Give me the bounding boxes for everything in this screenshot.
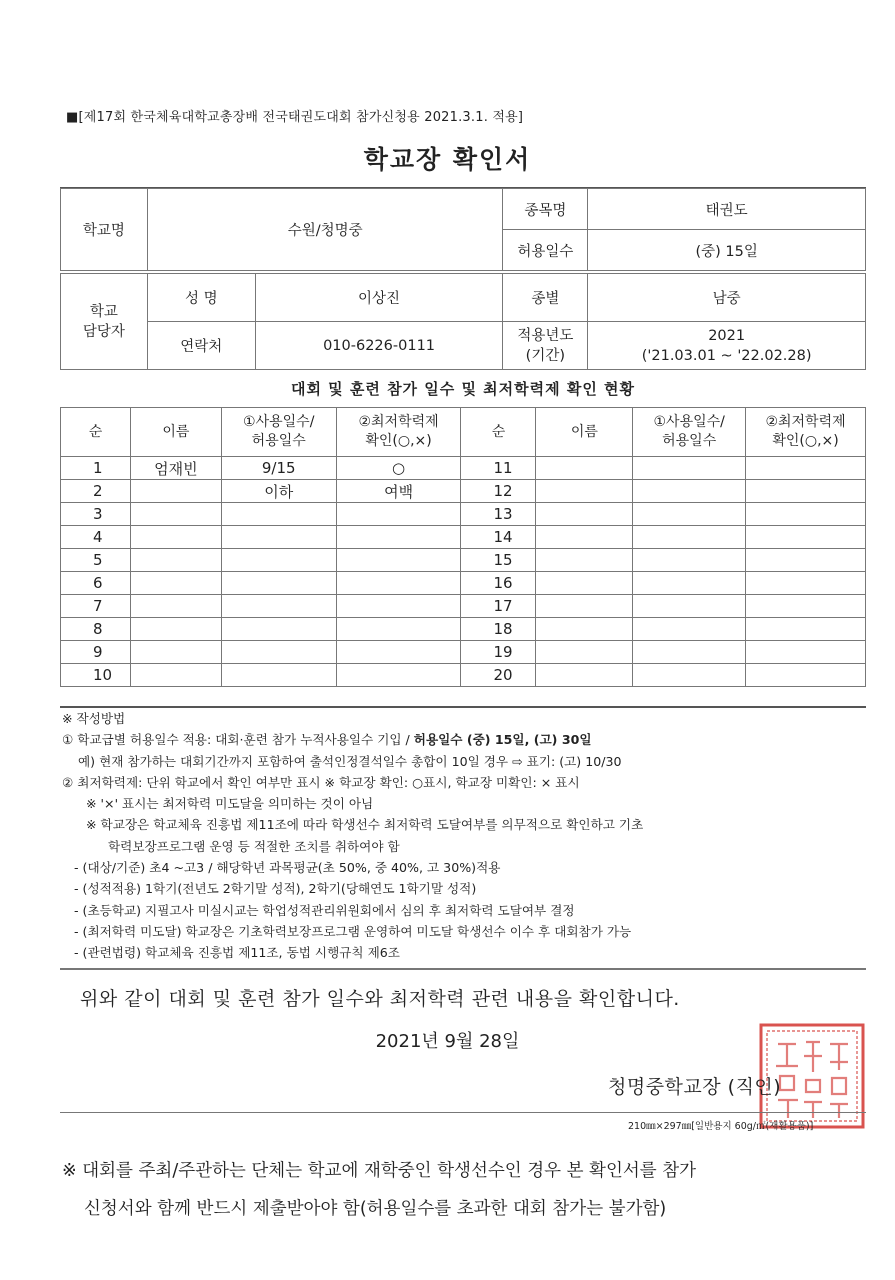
- row-name-left: [130, 641, 221, 664]
- table-row: [61, 480, 866, 503]
- header-min-right: [746, 408, 866, 457]
- school-name-value: 수원/청명중: [147, 189, 503, 271]
- note-4: ※ 학교장은 학교체육 진흥법 제11조에 따라 학생선수 최저학력 도달여부를 의무적으로 확인하고 기초: [86, 817, 644, 833]
- note-3: ※ '×' 표시는 최저학력 미도달을 의미하는 것이 아님: [86, 796, 374, 812]
- manager-info-table: [60, 273, 866, 370]
- row-days-left: 9/15: [221, 457, 336, 480]
- row-min-right: [746, 618, 866, 641]
- row-num-right: 15: [461, 549, 536, 572]
- header-days-line-2: 허용일수: [662, 433, 717, 449]
- contact-label: 연락처: [147, 322, 255, 370]
- row-days-left: [221, 572, 336, 595]
- row-num-left: 7: [61, 595, 131, 618]
- manager-label: [61, 274, 148, 370]
- row-name-left: 엄재빈: [130, 457, 221, 480]
- name-value: 이상진: [255, 274, 503, 322]
- footnote-line-1: ※ 대회를 주최/주관하는 단체는 학교에 재학중인 학생선수인 경우 본 확인서를 참가: [62, 1161, 697, 1181]
- submission-footnote: [62, 1152, 872, 1228]
- row-min-right: [746, 549, 866, 572]
- row-name-left: [130, 572, 221, 595]
- row-days-left: [221, 503, 336, 526]
- row-min-right: [746, 572, 866, 595]
- row-days-left: [221, 618, 336, 641]
- header-min-line-1: ②최저학력제: [765, 414, 846, 430]
- year-value-line-2: ('21.03.01 ~ '22.02.28): [641, 347, 812, 364]
- manager-label-line-2: 담당자: [82, 323, 125, 340]
- row-days-right: [633, 572, 746, 595]
- sport-value: 태권도: [588, 189, 866, 230]
- header-min-left: [336, 408, 461, 457]
- confirmation-statement: 위와 같이 대회 및 훈련 참가 일수와 최저학력 관련 내용을 확인합니다.: [80, 988, 680, 1010]
- row-days-right: [633, 457, 746, 480]
- row-num-left: 4: [61, 526, 131, 549]
- table-row: [61, 457, 866, 480]
- school-info-table: [60, 188, 866, 271]
- header-days-left: [221, 408, 336, 457]
- row-days-right: [633, 595, 746, 618]
- row-min-left: [336, 641, 461, 664]
- row-num-right: 11: [461, 457, 536, 480]
- signature-bottom-rule: [60, 1112, 866, 1113]
- row-name-right: [536, 480, 633, 503]
- year-label-line-1: 적용년도: [517, 327, 574, 344]
- note-2: ② 최저학력제: 단위 학교에서 확인 여부만 표시 ※ 학교장 확인: ○표시, 학교장 미확인: × 표시: [62, 774, 580, 790]
- row-num-left: 2: [61, 480, 131, 503]
- row-name-left: [130, 618, 221, 641]
- note-7: - (초등학교) 지필고사 미실시교는 학업성적관리위원회에서 심의 후 최저학력 도달여부 결정: [74, 902, 575, 918]
- header-num-left: 순: [61, 408, 131, 457]
- row-min-left: [336, 595, 461, 618]
- row-min-left: [336, 664, 461, 687]
- year-label-line-2: (기간): [525, 347, 565, 364]
- row-days-right: [633, 480, 746, 503]
- row-num-right: 18: [461, 618, 536, 641]
- table-row: [61, 664, 866, 687]
- row-min-left: [336, 503, 461, 526]
- row-name-right: [536, 641, 633, 664]
- row-min-right: [746, 480, 866, 503]
- note-1: [62, 729, 882, 750]
- notes-bottom-rule: [60, 968, 866, 970]
- row-num-right: 12: [461, 480, 536, 503]
- roster-table: [60, 407, 866, 687]
- row-name-left: [130, 549, 221, 572]
- note-4-cont: 학력보장프로그램 운영 등 적절한 조치를 취하여야 함: [108, 838, 400, 854]
- table-row: [61, 549, 866, 572]
- row-name-right: [536, 618, 633, 641]
- row-name-left: [130, 480, 221, 503]
- row-num-right: 20: [461, 664, 536, 687]
- header-days-right: [633, 408, 746, 457]
- page-title: 학교장 확인서: [363, 145, 532, 174]
- table-row: [61, 595, 866, 618]
- manager-label-line-1: 학교: [89, 303, 118, 320]
- row-name-right: [536, 526, 633, 549]
- row-num-left: 9: [61, 641, 131, 664]
- row-days-right: [633, 549, 746, 572]
- table-row: [61, 641, 866, 664]
- row-min-right: [746, 595, 866, 618]
- year-value: [588, 322, 866, 370]
- note-1-text: ① 학교급별 허용일수 적용: 대회·훈련 참가 누적사용일수 기입 /: [62, 732, 414, 748]
- table-row: [61, 572, 866, 595]
- principal-signature-line: 청명중학교장 (직인): [608, 1076, 782, 1098]
- row-name-right: [536, 503, 633, 526]
- allowed-days-value: (중) 15일: [588, 230, 866, 271]
- roster-body: [61, 457, 866, 687]
- row-num-right: 14: [461, 526, 536, 549]
- year-label: [503, 322, 588, 370]
- header-num-right: 순: [461, 408, 536, 457]
- row-min-left: [336, 549, 461, 572]
- header-min-line-2: 확인(○,×): [772, 433, 839, 449]
- row-name-right: [536, 664, 633, 687]
- name-label: 성 명: [147, 274, 255, 322]
- allowed-days-label: 허용일수: [503, 230, 588, 271]
- row-days-left: [221, 549, 336, 572]
- row-days-right: [633, 526, 746, 549]
- roster-section-title: 대회 및 훈련 참가 일수 및 최저학력제 확인 현황: [290, 380, 636, 398]
- confirmation-date: 2021년 9월 28일: [375, 1031, 520, 1052]
- row-name-right: [536, 572, 633, 595]
- row-num-left: 1: [61, 457, 131, 480]
- footnote-line-2: 신청서와 함께 반드시 제출받아야 함(허용일수를 초과한 대회 참가는 불가함): [84, 1199, 667, 1219]
- year-value-line-1: 2021: [708, 327, 746, 344]
- row-num-left: 6: [61, 572, 131, 595]
- note-1-bold: 허용일수 (중) 15일, (고) 30일: [413, 732, 592, 748]
- row-days-left: 이하: [221, 480, 336, 503]
- header-days-line-1: ①사용일수/: [243, 414, 315, 430]
- note-9: - (관련법령) 학교체육 진흥법 제11조, 동법 시행규칙 제6조: [74, 945, 400, 961]
- row-num-left: 10: [61, 664, 131, 687]
- table-row: [61, 503, 866, 526]
- row-days-right: [633, 664, 746, 687]
- row-num-right: 16: [461, 572, 536, 595]
- row-min-right: [746, 457, 866, 480]
- row-min-right: [746, 664, 866, 687]
- row-name-right: [536, 457, 633, 480]
- row-min-left: [336, 572, 461, 595]
- row-min-left: 여백: [336, 480, 461, 503]
- row-min-right: [746, 503, 866, 526]
- form-header-line: ■[제17회 한국체육대학교총장배 전국태권도대회 참가신청용 2021.3.1. 적용]: [66, 110, 524, 125]
- row-min-right: [746, 526, 866, 549]
- notes-heading: ※ 작성방법: [62, 711, 126, 726]
- row-name-left: [130, 664, 221, 687]
- school-name-label: 학교명: [61, 189, 148, 271]
- header-min-line-2: 확인(○,×): [365, 433, 432, 449]
- row-min-left: [336, 618, 461, 641]
- row-min-left: [336, 526, 461, 549]
- row-min-right: [746, 641, 866, 664]
- sport-label: 종목명: [503, 189, 588, 230]
- table-row: [61, 618, 866, 641]
- row-num-left: 5: [61, 549, 131, 572]
- row-num-left: 3: [61, 503, 131, 526]
- row-days-left: [221, 641, 336, 664]
- header-days-line-2: 허용일수: [251, 433, 306, 449]
- row-name-right: [536, 549, 633, 572]
- header-name-right: 이름: [536, 408, 633, 457]
- note-1-example: 예) 현재 참가하는 대회기간까지 포함하여 출석인정결석일수 총합이 10일 경우 ⇨ 표기: (고) 10/30: [78, 753, 622, 769]
- note-6: - (성적적용) 1학기(전년도 2학기말 성적), 2학기(당해연도 1학기말 성적): [74, 881, 477, 897]
- row-days-right: [633, 503, 746, 526]
- table-row: [61, 526, 866, 549]
- row-min-left: ○: [336, 457, 461, 480]
- row-name-left: [130, 595, 221, 618]
- header-days-line-1: ①사용일수/: [653, 414, 725, 430]
- category-value: 남중: [588, 274, 866, 322]
- row-name-right: [536, 595, 633, 618]
- header-name-left: 이름: [130, 408, 221, 457]
- row-num-right: 13: [461, 503, 536, 526]
- row-num-left: 8: [61, 618, 131, 641]
- row-days-right: [633, 641, 746, 664]
- category-label: 종별: [503, 274, 588, 322]
- row-days-left: [221, 595, 336, 618]
- contact-value: 010-6226-0111: [255, 322, 503, 370]
- row-days-left: [221, 664, 336, 687]
- writing-instructions: [62, 708, 882, 964]
- row-name-left: [130, 503, 221, 526]
- row-num-right: 17: [461, 595, 536, 618]
- row-days-left: [221, 526, 336, 549]
- row-name-left: [130, 526, 221, 549]
- row-num-right: 19: [461, 641, 536, 664]
- row-days-right: [633, 618, 746, 641]
- note-8: - (최저학력 미도달) 학교장은 기초학력보장프로그램 운영하여 미도달 학생선수 이수 후 대회참가 가능: [74, 923, 632, 939]
- note-5: - (대상/기준) 초4 ~고3 / 해당학년 과목평균(초 50%, 중 40%, 고 30%)적용: [74, 860, 501, 876]
- header-min-line-1: ②최저학력제: [358, 414, 439, 430]
- paper-spec: 210㎜×297㎜[일반용지 60g/㎡(재활용품)]: [628, 1121, 814, 1132]
